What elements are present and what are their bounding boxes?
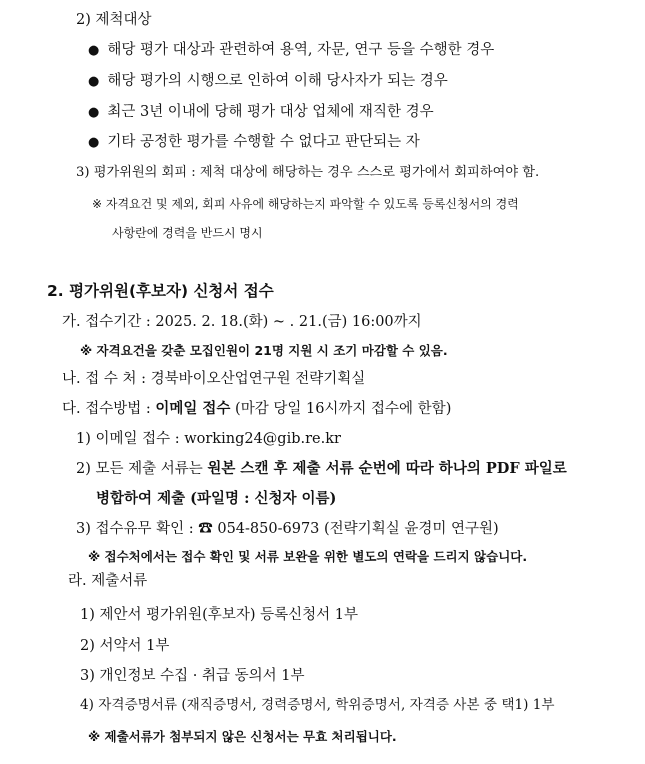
period-note: ※ 자격요건을 갖춘 모집인원이 21명 지원 시 조기 마감할 수 있음. <box>80 343 448 358</box>
bullet-icon: ● <box>88 43 100 58</box>
period-text: 가. 접수기간 : 2025. 2. 18.(화) ~ . 21.(금) 16:00까지 <box>62 314 422 330</box>
list-item: 3) 개인정보 수집 · 취급 동의서 1부 <box>80 668 305 684</box>
exclusion-item-4: 기타 공정한 평가를 수행할 수 없다고 판단되는 자 <box>107 134 420 150</box>
avoidance-text: 3) 평가위원의 회피 : 제척 대상에 해당하는 경우 스스로 평가에서 회피하여야 함. <box>76 165 540 180</box>
avoidance-note-line1: ※ 자격요건 및 제외, 회피 사유에 해당하는지 파악할 수 있도록 등록신청서의 경력 <box>92 197 519 211</box>
list-item <box>88 105 434 120</box>
exclusion-title: 2) 제척대상 <box>76 12 152 28</box>
list-item <box>88 43 494 58</box>
avoidance-note-line2: 사항란에 경력을 반드시 명시 <box>112 226 263 240</box>
method-text <box>62 402 451 417</box>
docs-note: ※ 제출서류가 첨부되지 않은 신청서는 무효 처리됩니다. <box>88 729 397 744</box>
method-email: 1) 이메일 접수 : working24@gib.re.kr <box>76 431 341 447</box>
section-heading: 2. 평가위원(후보자) 신청서 접수 <box>47 282 274 300</box>
method-suffix: (마감 당일 16시까지 접수에 한함) <box>230 401 452 417</box>
list-item: 1) 제안서 평가위원(후보자) 등록신청서 1부 <box>80 607 358 623</box>
list-item: 2) 서약서 1부 <box>80 638 170 654</box>
bullet-icon: ● <box>88 135 100 150</box>
method-note: ※ 접수처에서는 접수 확인 및 서류 보완을 위한 별도의 연락을 드리지 않습니다. <box>88 549 528 564</box>
office-text: 나. 접 수 처 : 경북바이오산업연구원 전략기획실 <box>62 371 366 387</box>
method-merge-prefix: 2) 모든 제출 서류는 <box>76 461 208 477</box>
docs-title: 라. 제출서류 <box>68 573 148 589</box>
method-phone: 3) 접수유무 확인 : ☎ 054-850-6973 (전략기획실 윤경미 연구원) <box>76 521 499 537</box>
list-item: 4) 자격증명서류 (재직증명서, 경력증명서, 학위증명서, 자격증 사본 중 택1) 1부 <box>80 697 555 713</box>
method-prefix: 다. 접수방법 : <box>62 401 156 417</box>
list-item <box>88 74 448 89</box>
exclusion-item-1: 해당 평가 대상과 관련하여 용역, 자문, 연구 등을 수행한 경우 <box>107 42 495 58</box>
method-bold: 이메일 접수 <box>155 400 231 417</box>
method-merge <box>76 462 567 477</box>
bullet-icon: ● <box>88 74 100 89</box>
exclusion-item-3: 최근 3년 이내에 당해 평가 대상 업체에 재직한 경우 <box>107 104 434 120</box>
method-merge-line2: 병합하여 제출 (파일명 : 신청자 이름) <box>96 490 337 507</box>
list-item <box>88 135 420 150</box>
exclusion-item-2: 해당 평가의 시행으로 인하여 이해 당사자가 되는 경우 <box>107 73 448 89</box>
method-merge-bold: 원본 스캔 후 제출 서류 순번에 따라 하나의 PDF 파일로 <box>207 460 567 477</box>
bullet-icon: ● <box>88 105 100 120</box>
